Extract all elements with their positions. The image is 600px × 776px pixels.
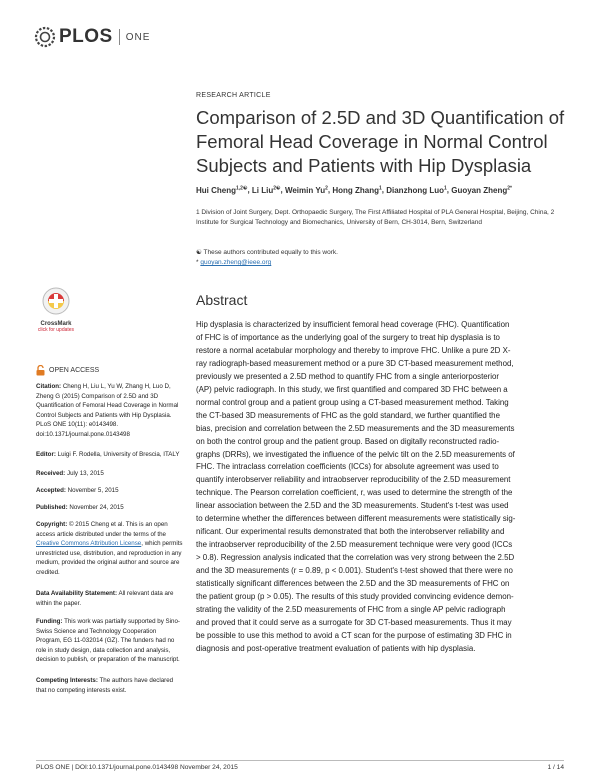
page-number: 1 / 14 — [547, 764, 564, 771]
open-access-label: OPEN ACCESS — [49, 367, 100, 374]
equal-contribution-note: ☯ These authors contributed equally to this work. — [196, 249, 338, 256]
editor-text: Luigi F. Rodella, University of Brescia, ITALY — [57, 451, 180, 458]
abstract-line: previously we presented a 2.5D method to quantify FHC from a single anteriorposterior — [196, 371, 500, 381]
abstract-line: > 0.8). Regression analysis indicated that the correlation was very strong between the 2.5D — [196, 553, 515, 563]
copyright-label: Copyright: — [36, 521, 68, 528]
funding-block — [36, 617, 183, 665]
abstract-line: the CT-based 3D measurements of FHC as the gold standard, we further quantified the — [196, 410, 500, 420]
abstract-line: technique. The Pearson correlation coefficient, r, was used to determine the strength of the — [196, 488, 513, 498]
copyright-text-2: , which permits unrestricted use, distribution, and reproduction in any medium, provided the original author and source are credited. — [36, 540, 183, 576]
published-label: Published: — [36, 504, 68, 511]
article-title: Comparison of 2.5D and 3D Quantification of Femoral Head Coverage in Normal Control Subjects and Patients with Hip Dysplasia — [196, 107, 565, 176]
affiliations: 1 Division of Joint Surgery, Dept. Orthopaedic Surgery, The First Affiliated Hospital of PLA General Hospital, Beijing, China, 2 Institute for Surgical Technology and Biomechanics, University of Bern, CH-3014, Bern, Switzerland — [196, 209, 555, 226]
abstract-line: linear association between the 2.5D and the 3D measurements. Student's t-test was used — [196, 501, 509, 511]
citation-block — [36, 382, 183, 440]
data-availability-text: All relevant data are within the paper. — [36, 590, 174, 607]
author[interactable]: Weimin Yu$^2$ — [284, 185, 328, 195]
abstract-line: ray radiograph-based measurement method or a pure 3D CT-based measurement method, — [196, 358, 514, 368]
footer-divider — [36, 760, 564, 761]
author[interactable]: Hui Cheng$^{1,2☯}$ — [196, 185, 248, 195]
author-list: Hui Cheng$^{1,2☯}$, Li Liu$^{2☯}$, Weimin Yu$^2$, Hong Zhang$^1$, Dianzhong Luo$^1$, Guoyan Zheng$^{2*}$ — [196, 185, 512, 195]
crossmark-icon — [41, 286, 71, 316]
footer-citation: PLOS ONE | DOI:10.1371/journal.pone.0143498 November 24, 2015 — [36, 764, 238, 771]
published-text: November 24, 2015 — [69, 504, 124, 511]
author[interactable]: Guoyan Zheng$^{2*}$ — [451, 185, 512, 195]
abstract-line: Hip dysplasia is characterized by insufficient femoral head coverage (FHC). Quantification — [196, 320, 510, 329]
crossmark-label: CrossMark — [40, 321, 72, 327]
author-notes — [196, 248, 571, 268]
license-link[interactable]: Creative Commons Attribution License — [36, 540, 142, 548]
abstract-line: on both the control group and the patient group. Based on digitally reconstructed radio- — [196, 436, 500, 446]
data-availability-label: Data Availability Statement: — [36, 590, 118, 597]
data-availability-block — [36, 589, 183, 608]
abstract-line: statistically significant differences between the 2.5D and the 3D measurements of FHC on — [196, 579, 510, 589]
plos-one-logo[interactable] — [34, 26, 150, 48]
abstract-line: of FHC is of importance as the underlying goal of the surgery to treat hip dysplasia is to — [196, 332, 500, 342]
abstract-line: and proved that it could serve as a surrogate for 3D CT-based measurements. Thus it may — [196, 617, 512, 627]
funding-text: This work was partially supported by Sino-Swiss Science and Technology Cooperation Program, EG 11-032014 (GZ). The funders had no role in study design, data collection and analysis, decision to publish, or preparation of the manuscript. — [36, 618, 180, 664]
open-lock-icon — [36, 365, 45, 376]
corresponding-author-note: * guoyan.zheng@ieee.org — [196, 259, 272, 266]
abstract-line: (AP) pelvic radiograph. In this study, we first quantified and compared 3D FHC between a — [196, 384, 508, 394]
abstract-text — [196, 319, 575, 656]
abstract-line: bias, precision and correlation between the 2.5D measurements and the 3D measurements — [196, 423, 515, 433]
crossmark-sub: click for updates — [37, 327, 75, 333]
abstract-line: diagnosis and post-operative treatment evaluation of patients with hip dysplasia. — [196, 643, 476, 653]
received-label: Received: — [36, 470, 66, 477]
abstract-heading: Abstract — [196, 292, 248, 308]
abstract-line: normal control group and a patient group using a CT-based measurement method. Taking — [196, 397, 509, 407]
abstract-line: graphs (DRRs), we investigated the influence of the pelvic tilt on the 2.5D measurements of — [196, 449, 515, 459]
logo-divider — [119, 29, 120, 45]
abstract-line: and the 3D measurements (r = 0.89, p < 0.001). Student's t-test showed that there were no — [196, 566, 513, 576]
plos-logo-icon — [34, 26, 56, 48]
crossmark-badge[interactable] — [36, 286, 76, 333]
abstract-line: restore a normal acetabular morphology and thereby to improve FHC. Unlike a pure 2D X- — [196, 345, 511, 355]
author[interactable]: Hong Zhang$^1$ — [332, 185, 382, 195]
received-text: July 13, 2015 — [66, 470, 104, 477]
editor-label: Editor: — [36, 451, 56, 458]
citation-text: Cheng H, Liu L, Yu W, Zhang H, Luo D, Zheng G (2015) Comparison of 2.5D and 3D Quantification of Femoral Head Coverage in Normal Control Subjects and Patients with Hip Dysplasia. PLoS ONE 10(11): e0143498. doi:10.1371/journal.pone.0143498 — [36, 383, 179, 438]
funding-label: Funding: — [36, 618, 63, 625]
plos-wordmark: PLOS — [59, 26, 113, 47]
abstract-line: strating the validity of the 2.5D measurements of FHC from a single AP pelvic radiograph — [196, 604, 506, 614]
accepted-text: November 5, 2015 — [67, 487, 119, 494]
copyright-text: © 2015 Cheng et al. This is an open access article distributed under the terms of the — [36, 521, 168, 538]
open-access-badge — [36, 365, 99, 376]
editor-block — [36, 450, 183, 460]
journal-name: ONE — [125, 31, 151, 43]
email-link[interactable]: guoyan.zheng@ieee.org — [200, 259, 272, 266]
competing-interests-block — [36, 676, 183, 695]
competing-text: The authors have declared that no competing interests exist. — [36, 677, 174, 694]
abstract-line: to determine whether the differences between different measurements were statistically sig- — [196, 514, 516, 524]
accepted-label: Accepted: — [36, 487, 66, 494]
received-block — [36, 469, 183, 479]
author[interactable]: Li Liu$^{2☯}$ — [251, 185, 281, 195]
abstract-line: be possible to use this method to avoid a CT scan for the purpose of estimating 3D FHC in — [196, 630, 512, 640]
competing-label: Competing Interests: — [36, 677, 98, 684]
abstract-line: the patient group (p > 0.05). The results of this study provided convincing evidence demon- — [196, 592, 514, 602]
abstract-line: nificant. Our experimental results demonstrated that both the interobserver reliability and — [196, 527, 505, 537]
citation-label: Citation: — [36, 383, 62, 390]
copyright-block — [36, 520, 183, 578]
author[interactable]: Dianzhong Luo$^1$ — [386, 185, 447, 195]
abstract-line: quantify interobserver reliability and intraobserver reproducibility of the 2.5D measurement — [196, 475, 511, 485]
article-type: RESEARCH ARTICLE — [196, 92, 271, 99]
accepted-block — [36, 486, 183, 496]
abstract-line: FHC. The intraclass correlation coefficients (ICCs) for absolute agreement was used to — [196, 462, 499, 472]
abstract-line: the intraobserver reproducibility of the 2.5D measurement technique were very good (ICCs — [196, 540, 513, 550]
published-block — [36, 503, 183, 513]
